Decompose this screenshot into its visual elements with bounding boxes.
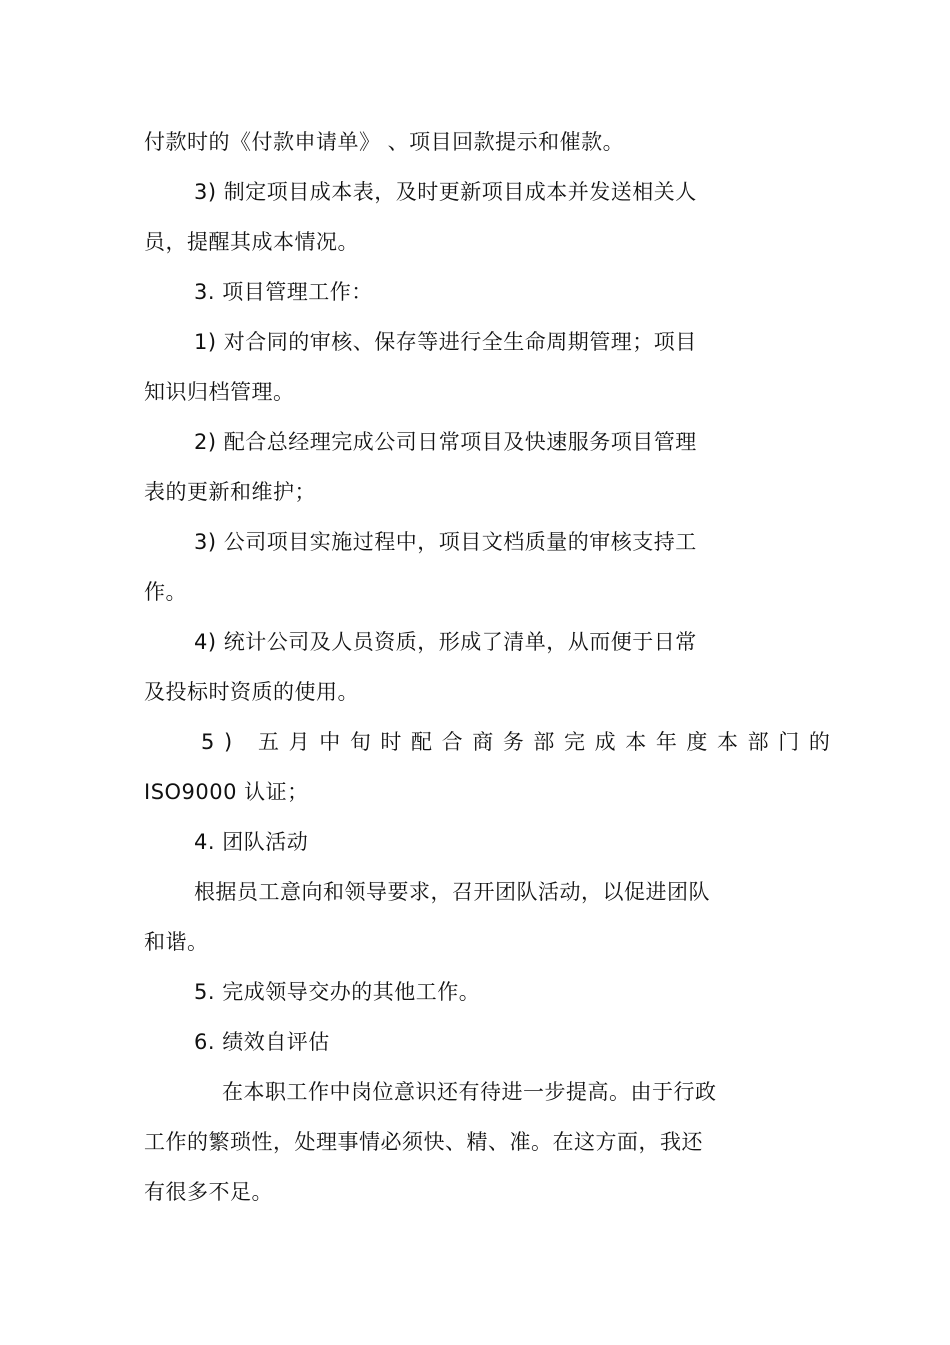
section-heading-project-management: 3. 项目管理工作： bbox=[194, 280, 373, 304]
text-line-3: 员，提醒其成本情况。 bbox=[144, 230, 359, 254]
text-line-7: 2) 配合总经理完成公司日常项目及快速服务项目管理 bbox=[194, 430, 697, 454]
text-line-11: 4) 统计公司及人员资质，形成了清单，从而便于日常 bbox=[194, 630, 697, 654]
text-line-10: 作。 bbox=[144, 580, 187, 604]
section-heading-team-activity: 4. 团队活动 bbox=[194, 830, 309, 854]
text-line-12: 及投标时资质的使用。 bbox=[144, 680, 359, 704]
text-line-1: 付款时的《付款申请单》 、项目回款提示和催款。 bbox=[144, 130, 625, 154]
text-line-2: 3) 制定项目成本表，及时更新项目成本并发送相关人 bbox=[194, 180, 697, 204]
text-line-8: 表的更新和维护； bbox=[144, 480, 316, 504]
text-line-5: 1) 对合同的审核、保存等进行全生命周期管理；项目 bbox=[194, 330, 697, 354]
section-heading-self-evaluation: 6. 绩效自评估 bbox=[194, 1030, 330, 1054]
text-line-17: 和谐。 bbox=[144, 930, 209, 954]
text-line-13: 5) 五月中旬时配合商务部完成本年度本部门的 bbox=[201, 730, 840, 754]
text-line-14: ISO9000 认证； bbox=[144, 780, 309, 804]
text-line-9: 3) 公司项目实施过程中，项目文档质量的审核支持工 bbox=[194, 530, 697, 554]
section-heading-other-work: 5. 完成领导交办的其他工作。 bbox=[194, 980, 481, 1004]
text-line-22: 有很多不足。 bbox=[144, 1180, 273, 1204]
text-line-20: 在本职工作中岗位意识还有待进一步提高。由于行政 bbox=[222, 1080, 717, 1104]
text-line-6: 知识归档管理。 bbox=[144, 380, 295, 404]
text-line-21: 工作的繁琐性，处理事情必须快、精、准。在这方面，我还 bbox=[144, 1130, 703, 1154]
text-line-16: 根据员工意向和领导要求，召开团队活动，以促进团队 bbox=[194, 880, 710, 904]
